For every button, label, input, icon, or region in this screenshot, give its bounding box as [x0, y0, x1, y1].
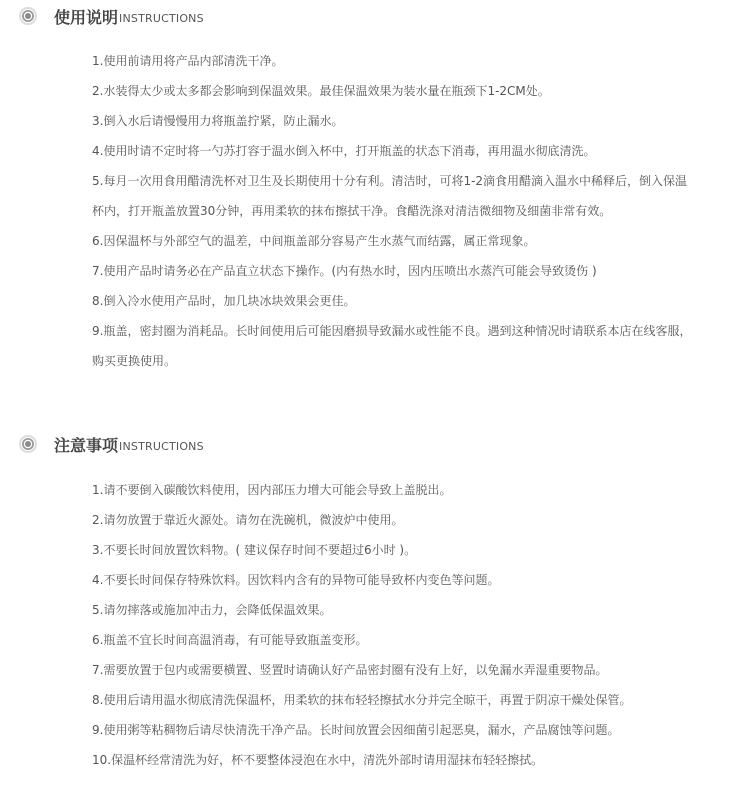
cautions-item: 4.不要长时间保存特殊饮料。因饮料内含有的异物可能导致杯内变色等问题。 [92, 573, 500, 587]
usage-item: 1.使用前请用将产品内部清洗干净。 [92, 54, 284, 68]
usage-item: 8.倒入冷水使用产品时，加几块冰块效果会更佳。 [92, 294, 356, 308]
concentric-circle-icon [18, 434, 38, 454]
cautions-item: 8.使用后请用温水彻底清洗保温杯，用柔软的抹布轻轻擦拭水分并完全晾干，再置于阴凉干燥处保管。 [92, 693, 632, 707]
cautions-item: 7.需要放置于包内或需要横置、竖置时请确认好产品密封圈有没有上好，以免漏水弄湿重要物品。 [92, 663, 608, 677]
concentric-circle-icon [18, 6, 38, 26]
usage-item: 7.使用产品时请务必在产品直立状态下操作。(内有热水时，因内压喷出水蒸汽可能会导致烫伤 ) [92, 264, 597, 278]
cautions-item: 3.不要长时间放置饮料物。( 建议保存时间不要超过6小时 )。 [92, 543, 417, 557]
usage-item: 3.倒入水后请慢慢用力将瓶盖拧紧，防止漏水。 [92, 114, 344, 128]
cautions-title: 注意事项 [54, 435, 119, 455]
usage-heading [18, 4, 204, 28]
cautions-item: 6.瓶盖不宜长时间高温消毒，有可能导致瓶盖变形。 [92, 633, 368, 647]
cautions-list [92, 475, 697, 775]
usage-item: 5.每月一次用食用醋清洗杯对卫生及长期使用十分有利。清洁时，可将1-2滴食用醋滴入温水中稀释后，倒入保温杯内，打开瓶盖放置30分钟，再用柔软的抹布擦拭干净。食醋洗涤对清洁微细物及细菌非常有效。 [92, 174, 688, 218]
cautions-item: 1.请不要倒入碳酸饮料使用，因内部压力增大可能会导致上盖脱出。 [92, 483, 452, 497]
cautions-item: 2.请勿放置于靠近火源处。请勿在洗碗机，微波炉中使用。 [92, 513, 404, 527]
cautions-item: 10.保温杯经常清洗为好，杯不要整体浸泡在水中，清洗外部时请用湿抹布轻轻擦拭。 [92, 753, 544, 767]
usage-item: 4.使用时请不定时将一勺苏打容于温水倒入杯中，打开瓶盖的状态下消毒，再用温水彻底清洗。 [92, 144, 596, 158]
usage-list [92, 46, 697, 376]
cautions-heading [18, 432, 204, 456]
usage-subtitle: INSTRUCTIONS [119, 12, 204, 25]
cautions-item: 9.使用粥等粘稠物后请尽快清洗干净产品。长时间放置会因细菌引起恶臭，漏水，产品腐蚀等问题。 [92, 723, 620, 737]
cautions-item: 5.请勿摔落或施加冲击力，会降低保温效果。 [92, 603, 332, 617]
usage-item: 6.因保温杯与外部空气的温差，中间瓶盖部分容易产生水蒸气而结露，属正常现象。 [92, 234, 536, 248]
usage-item: 9.瓶盖，密封圈为消耗品。长时间使用后可能因磨损导致漏水或性能不良。遇到这种情况时请联系本店在线客服，购买更换使用。 [92, 324, 692, 368]
usage-title: 使用说明 [54, 7, 119, 27]
cautions-subtitle: INSTRUCTIONS [119, 440, 204, 453]
usage-item: 2.水装得太少或太多都会影响到保温效果。最佳保温效果为装水量在瓶颈下1-2CM处。 [92, 84, 550, 98]
